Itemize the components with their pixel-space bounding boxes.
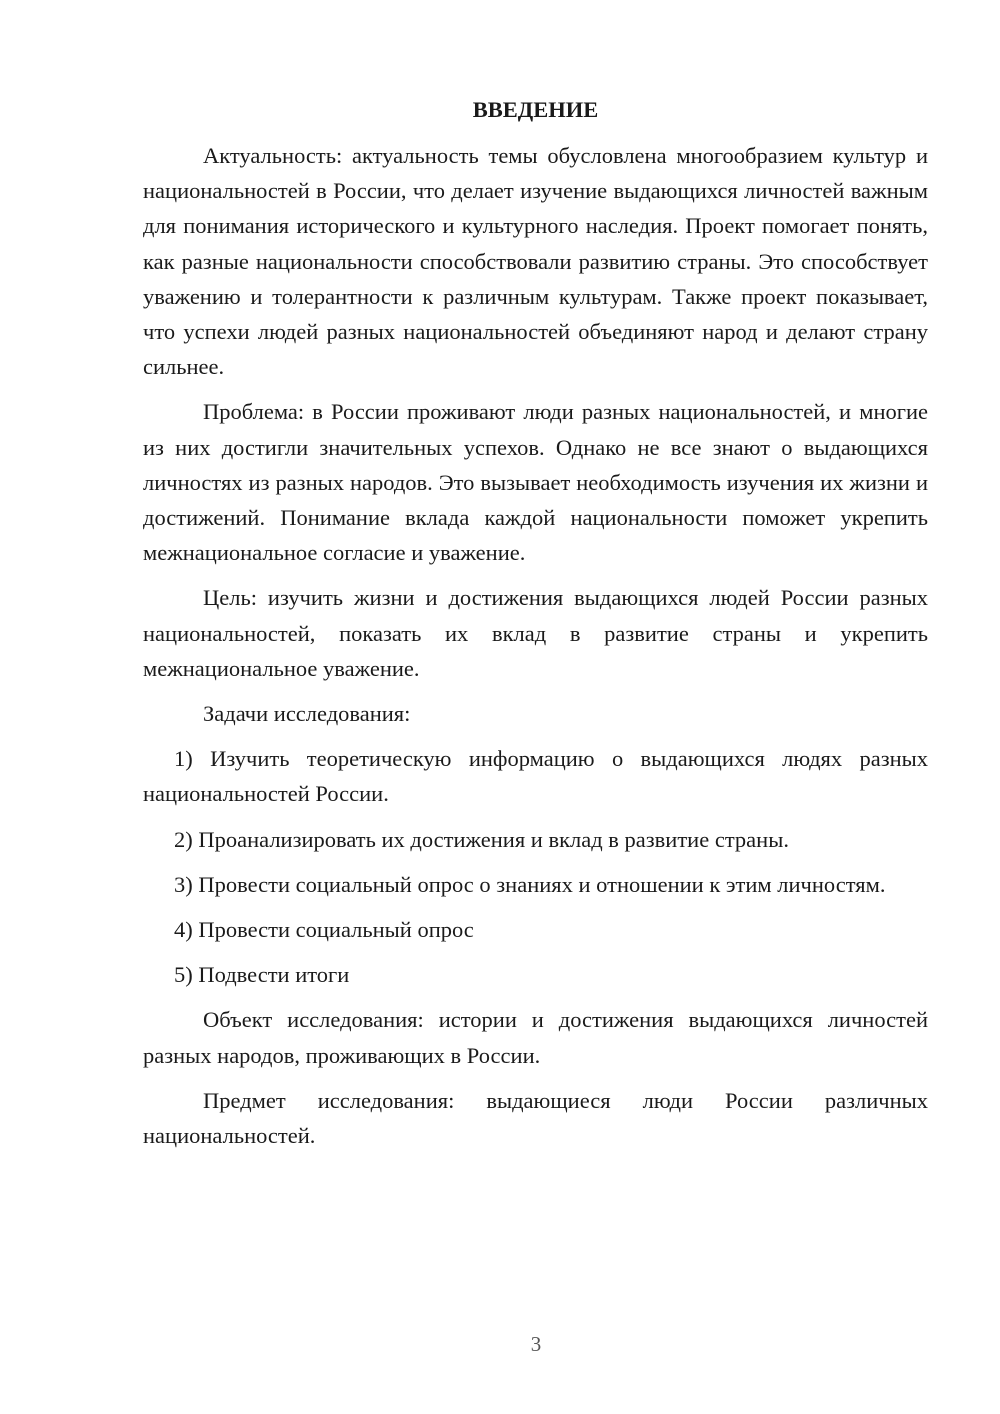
page-number: 3: [530, 1332, 542, 1356]
problem-paragraph: Проблема: в России проживают люди разных национальностей, и многие из них достигли значительных успехов. Однако не все знают о выдающихся личностях из разных народов. Это вызывает необходимость изучения их жизни и достижений. Понимание вклада каждой национальности поможет укрепить межнациональное согласие и уважение.: [143, 399, 928, 566]
task-item-3: 3) Провести социальный опрос о знаниях и отношении к этим личностям.: [174, 871, 886, 897]
relevance-paragraph: Актуальность: актуальность темы обусловлена многообразием культур и национальностей в России, что делает изучение выдающихся личностей важным для понимания исторического и культурного наследия. Проект помогает понять, как разные национальности способствовали развитию страны. Это способствует уважению и толерантности к различным культурам. Также проект показывает, что успехи людей разных национальностей объединяют народ и делают страну сильнее.: [143, 143, 928, 380]
task-item-5: 5) Подвести итоги: [174, 962, 350, 988]
page-content: [143, 92, 928, 1163]
task-item-4: 4) Провести социальный опрос: [174, 917, 474, 943]
subject-paragraph: Предмет исследования: выдающиеся люди России различных национальностей.: [143, 1087, 928, 1149]
goal-paragraph: Цель: изучить жизни и достижения выдающихся людей России разных национальностей, показать их вклад в развитие страны и укрепить межнациональное уважение.: [143, 585, 928, 681]
section-title: ВВЕДЕНИЕ: [472, 97, 599, 122]
task-item-1: 1) Изучить теоретическую информацию о выдающихся людях разных национальностей России.: [143, 746, 928, 807]
task-item-2: 2) Проанализировать их достижения и вклад в развитие страны.: [174, 826, 789, 852]
tasks-heading: Задачи исследования:: [203, 701, 411, 727]
object-paragraph: Объект исследования: истории и достижения выдающихся личностей разных народов, проживающих в России.: [143, 1007, 928, 1068]
